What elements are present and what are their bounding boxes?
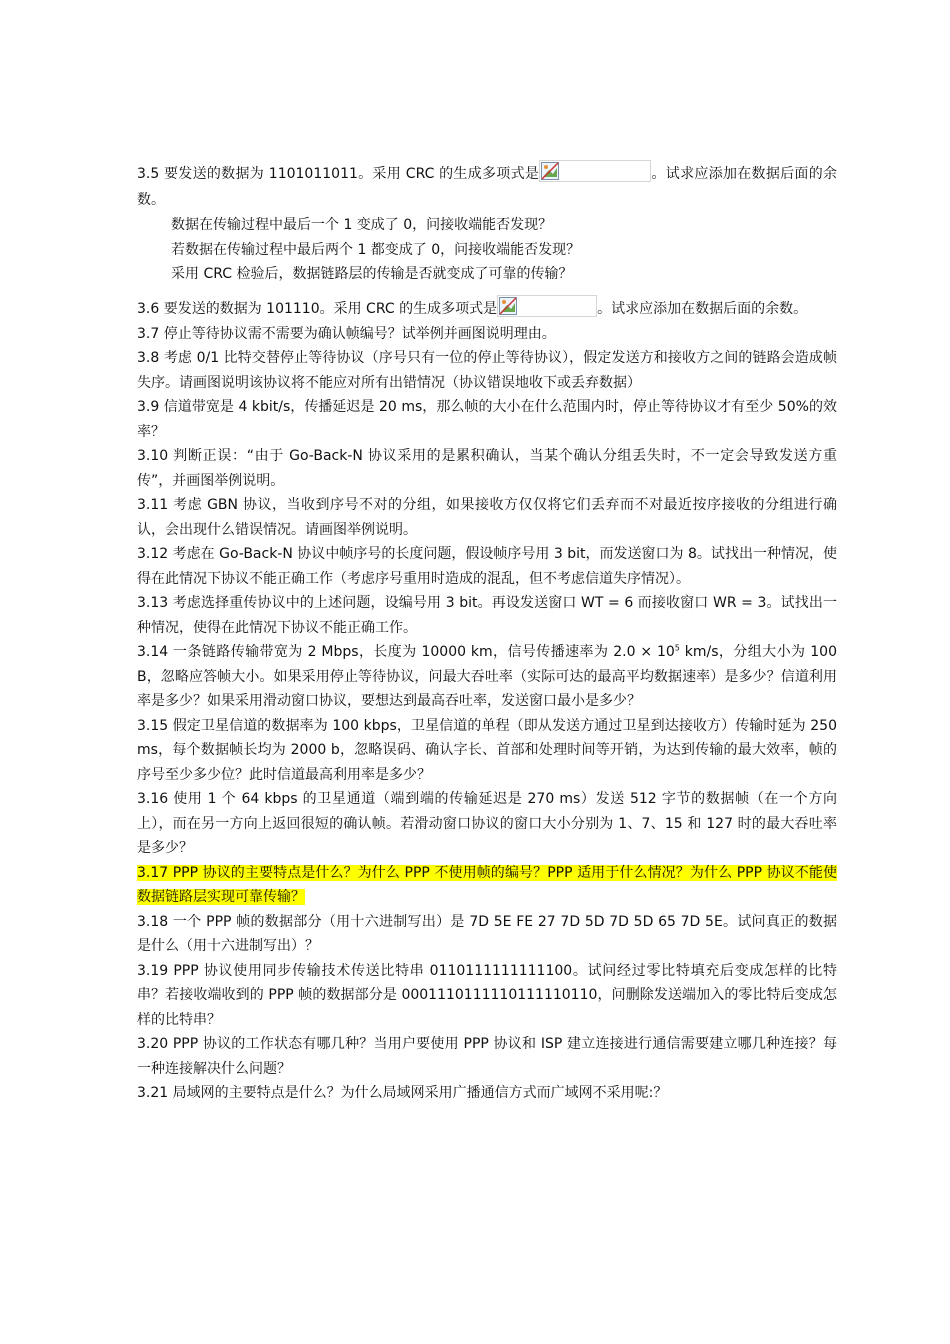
broken-image-icon — [541, 162, 559, 180]
crc-polynomial-image — [497, 295, 597, 317]
spacer — [137, 287, 837, 295]
question-3-13: 3.13 考虑选择重传协议中的上述问题，设编号用 3 bit。再设发送窗口 WT = 6 而接收窗口 WR = 3。试找出一种情况，使得在此情况下协议不能正确工作。 — [137, 595, 837, 636]
question-3-9: 3.9 信道带宽是 4 kbit/s，传播延迟是 20 ms，那么帧的大小在什么范围内时，停止等待协议才有至少 50%的效率？ — [137, 399, 837, 440]
question-3-5-sub-2: 若数据在传输过程中最后两个 1 都变成了 0，问接收端能否发现？ — [171, 241, 581, 258]
question-3-5-sub-3: 采用 CRC 检验后，数据链路层的传输是否就变成了可靠的传输？ — [171, 266, 573, 282]
crc-polynomial-image — [539, 160, 651, 182]
question-3-20: 3.20 PPP 协议的工作状态有哪几种？当用户要使用 PPP 协议和 ISP 建立连接进行通信需要建立哪几种连接？每一种连接解决什么问题？ — [137, 1036, 837, 1077]
document-page — [137, 160, 837, 1106]
question-3-21: 3.21 局域网的主要特点是什么？为什么局域网采用广播通信方式而广域网不采用呢:？ — [137, 1085, 668, 1101]
question-3-10: 3.10 判断正误：“由于 Go-Back-N 协议采用的是累积确认，当某个确认分组丢失时，不一定会导致发送方重传”，并画图举例说明。 — [137, 448, 837, 489]
question-3-11: 3.11 考虑 GBN 协议，当收到序号不对的分组，如果接收方仅仅将它们丢弃而不对最近按序接收的分组进行确认，会出现什么错误情况。请画图举例说明。 — [137, 497, 837, 538]
question-3-19: 3.19 PPP 协议使用同步传输技术传送比特串 0110111111111100。试问经过零比特填充后变成怎样的比特串？若接收端收到的 PPP 帧的数据部分是 0001110111110111110110，问删除发送端加入的零比特后变成怎样的比特串？ — [137, 962, 837, 1028]
question-3-14: 3.14 一条链路传输带宽为 2 Mbps，长度为 10000 km，信号传播速率为 $2.0 \times 10^5$ km/s，分组大小为 100 B，忽略应答帧大小。如果采用停止等待协议，问最大吞吐率（实际可达的最高平均数据速率）是多少？信道利用率是多少？如果采用滑动窗口协议，要想达到最高吞吐率，发送窗口最小是多少？ — [137, 643, 837, 709]
question-3-7: 3.7 停止等待协议需不需要为确认帧编号？试举例并画图说明理由。 — [137, 325, 556, 342]
question-3-12: 3.12 考虑在 Go-Back-N 协议中帧序号的长度问题，假设帧序号用 3 bit，而发送窗口为 8。试找出一种情况，使得在此情况下协议不能正确工作（考虑序号重用时造成的混乱，但不考虑信道失序情况）。 — [137, 546, 837, 587]
question-3-5: 3.5 要发送的数据为 1101011011。采用 CRC 的生成多项式是 。试求应添加在数据后面的余数。 — [137, 160, 837, 213]
question-3-17-highlighted: 3.17 PPP 协议的主要特点是什么？为什么 PPP 不使用帧的编号？PPP 适用于什么情况？为什么 PPP 协议不能使数据链路层实现可靠传输？ — [137, 864, 837, 905]
question-3-8: 3.8 考虑 0/1 比特交替停止等待协议（序号只有一位的停止等待协议），假定发送方和接收方之间的链路会造成帧失序。请画图说明该协议将不能应对所有出错情况（协议错误地收下或丢弃数据） — [137, 350, 837, 391]
question-3-16: 3.16 使用 1 个 64 kbps 的卫星通道（端到端的传输延迟是 270 ms）发送 512 字节的数据帧（在一个方向上），而在另一方向上返回很短的确认帧。若滑动窗口协议的窗口大小分别为 1、7、15 和 127 时的最大吞吐率是多少？ — [137, 791, 837, 856]
question-3-5-sub-1: 数据在传输过程中最后一个 1 变成了 0，问接收端能否发现？ — [171, 217, 553, 233]
broken-image-icon — [499, 297, 517, 315]
question-3-18: 3.18 一个 PPP 帧的数据部分（用十六进制写出）是 7D 5E FE 27 7D 5D 7D 5D 65 7D 5E。试问真正的数据是什么（用十六进制写出）？ — [137, 913, 837, 954]
question-3-6: 3.6 要发送的数据为 101110。采用 CRC 的生成多项式是 。试求应添加在数据后面的余数。 — [137, 295, 837, 322]
question-3-15: 3.15 假定卫星信道的数据率为 100 kbps，卫星信道的单程（即从发送方通过卫星到达接收方）传输时延为 250 ms，每个数据帧长均为 2000 b，忽略误码、确认字长、首部和处理时间等开销，为达到传输的最大效率，帧的序号至少多少位？此时信道最高利用率是多少？ — [137, 717, 837, 783]
